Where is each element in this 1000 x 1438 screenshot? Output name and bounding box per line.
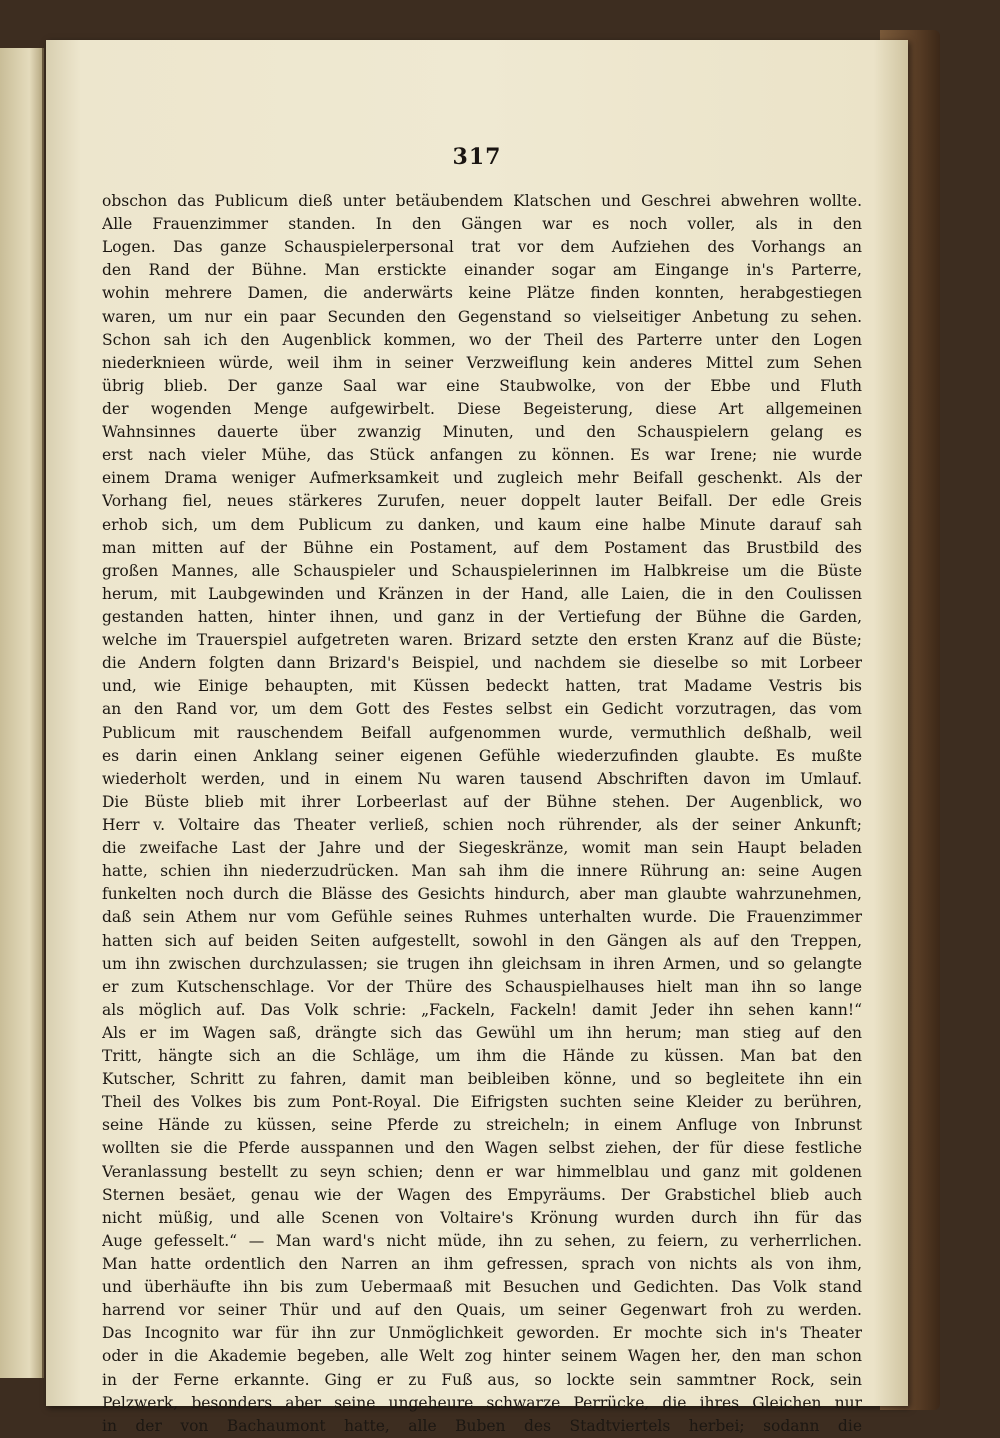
text-line: harrend vor seiner Thür und auf den Quais, um seiner Gegenwart froh zu werden. xyxy=(102,1301,862,1320)
text-line: Das Incognito war für ihn zur Unmöglichkeit geworden. Er mochte sich in's Theater xyxy=(102,1324,862,1343)
text-line: Pelzwerk, besonders aber seine ungeheure schwarze Perrücke, die ihres Gleichen nur xyxy=(102,1393,862,1412)
text-line: Veranlassung bestellt zu seyn schien; denn er war himmelblau und ganz mit goldenen xyxy=(102,1162,862,1181)
text-line: erst nach vieler Mühe, das Stück anfangen zu können. Es war Irene; nie wurde xyxy=(102,446,862,465)
text-line: wollten sie die Pferde ausspannen und den Wagen selbst ziehen, der für diese festliche xyxy=(102,1139,862,1158)
text-line: Wahnsinnes dauerte über zwanzig Minuten, und den Schauspielern gelang es xyxy=(102,423,862,442)
text-line: und, wie Einige behaupten, mit Küssen bedeckt hatten, trat Madame Vestris bis xyxy=(102,677,862,696)
text-line: Logen. Das ganze Schauspielerpersonal trat vor dem Aufziehen des Vorhangs an xyxy=(102,238,862,257)
text-line: um ihn zwischen durchzulassen; sie trugen ihn gleichsam in ihren Armen, und so gelangte xyxy=(102,954,862,973)
text-line: nicht müßig, und alle Scenen von Voltaire's Krönung wurden durch ihn für das xyxy=(102,1208,862,1227)
page-number: 317 xyxy=(452,144,502,170)
text-line: man mitten auf der Bühne ein Postament, auf dem Postament das Brustbild des xyxy=(102,538,862,557)
text-line: Die Büste blieb mit ihrer Lorbeerlast auf der Bühne stehen. Der Augenblick, wo xyxy=(102,792,862,811)
text-line: daß sein Athem nur vom Gefühle seines Ruhmes unterhalten wurde. Die Frauenzimmer xyxy=(102,908,862,927)
text-line: der wogenden Menge aufgewirbelt. Diese Begeisterung, diese Art allgemeinen xyxy=(102,399,862,418)
text-line: niederknieen würde, weil ihm in seiner Verzweiflung kein anderes Mittel zum Sehen xyxy=(102,353,862,372)
text-line: in der Ferne erkannte. Ging er zu Fuß aus, so lockte sein sammtner Rock, sein xyxy=(102,1370,862,1389)
body-text xyxy=(102,190,862,1438)
text-line: Schon sah ich den Augenblick kommen, wo der Theil des Parterre unter den Logen xyxy=(102,330,862,349)
text-line: wohin mehrere Damen, die anderwärts keine Plätze finden konnten, herabgestiegen xyxy=(102,284,862,303)
text-line: seine Hände zu küssen, seine Pferde zu streicheln; in einem Anfluge von Inbrunst xyxy=(102,1116,862,1135)
text-line: übrig blieb. Der ganze Saal war eine Staubwolke, von der Ebbe und Fluth xyxy=(102,376,862,395)
text-line: herum, mit Laubgewinden und Kränzen in der Hand, alle Laien, die in den Coulissen xyxy=(102,584,862,603)
text-line: oder in die Akademie begeben, alle Welt zog hinter seinem Wagen her, den man schon xyxy=(102,1347,862,1366)
text-line: in der von Bachaumont hatte, alle Buben des Stadtviertels herbei; sodann die xyxy=(102,1416,862,1435)
text-line: wiederholt werden, und in einem Nu waren tausend Abschriften davon im Umlauf. xyxy=(102,769,862,788)
text-line: Sternen besäet, genau wie der Wagen des Empyräums. Der Grabstichel blieb auch xyxy=(102,1185,862,1204)
text-line: Vorhang fiel, neues stärkeres Zurufen, neuer doppelt lauter Beifall. Der edle Greis xyxy=(102,492,862,511)
text-line: Als er im Wagen saß, drängte sich das Gewühl um ihn herum; man stieg auf den xyxy=(102,1023,862,1042)
text-line: großen Mannes, alle Schauspieler und Schauspielerinnen im Halbkreise um die Büste xyxy=(102,561,862,580)
text-line: welche im Trauerspiel aufgetreten waren. Brizard setzte den ersten Kranz auf die Büste; xyxy=(102,631,862,650)
text-line: Publicum mit rauschendem Beifall aufgenommen wurde, vermuthlich deßhalb, weil xyxy=(102,723,862,742)
text-line: es darin einen Anklang seiner eigenen Gefühle wiederzufinden glaubte. Es mußte xyxy=(102,746,862,765)
text-line: an den Rand vor, um dem Gott des Festes selbst ein Gedicht vorzutragen, das vom xyxy=(102,700,862,719)
text-line: den Rand der Bühne. Man erstickte einander sogar am Eingange in's Parterre, xyxy=(102,261,862,280)
text-line: waren, um nur ein paar Secunden den Gegenstand so vielseitiger Anbetung zu sehen. xyxy=(102,307,862,326)
text-line: und überhäufte ihn bis zum Uebermaaß mit Besuchen und Gedichten. Das Volk stand xyxy=(102,1278,862,1297)
text-line: funkelten noch durch die Blässe des Gesichts hindurch, aber man glaubte wahrzunehmen, xyxy=(102,885,862,904)
text-line: einem Drama weniger Aufmerksamkeit und zugleich mehr Beifall geschenkt. Als der xyxy=(102,469,862,488)
book-page xyxy=(46,40,908,1435)
text-line: als möglich auf. Das Volk schrie: „Fackeln, Fackeln! damit Jeder ihn sehen kann!“ xyxy=(102,1000,862,1019)
text-line: hatte, schien ihn niederzudrücken. Man sah ihm die innere Rührung an: seine Augen xyxy=(102,862,862,881)
text-line: Alle Frauenzimmer standen. In den Gängen war es noch voller, als in den xyxy=(102,215,862,234)
text-line: Kutscher, Schritt zu fahren, damit man beibleiben könne, und so begleitete ihn ein xyxy=(102,1070,862,1089)
text-line: hatten sich auf beiden Seiten aufgestellt, sowohl in den Gängen als auf den Treppen, xyxy=(102,931,862,950)
facing-page-edge xyxy=(0,48,44,1378)
text-line: Theil des Volkes bis zum Pont-Royal. Die Eifrigsten suchten seine Kleider zu berühren, xyxy=(102,1093,862,1112)
text-line: Tritt, hängte sich an die Schläge, um ihm die Hände zu küssen. Man bat den xyxy=(102,1047,862,1066)
text-line: Herr v. Voltaire das Theater verließ, schien noch rührender, als der seiner Ankunft; xyxy=(102,815,862,834)
text-line: Man hatte ordentlich den Narren an ihm gefressen, sprach von nichts als von ihm, xyxy=(102,1255,862,1274)
text-line: Auge gefesselt.“ — Man ward's nicht müde, ihn zu sehen, zu feiern, zu verherrlichen. xyxy=(102,1231,862,1250)
text-line: erhob sich, um dem Publicum zu danken, und kaum eine halbe Minute darauf sah xyxy=(102,515,862,534)
text-line: gestanden hatten, hinter ihnen, und ganz in der Vertiefung der Bühne die Garden, xyxy=(102,607,862,626)
text-line: die Andern folgten dann Brizard's Beispiel, und nachdem sie dieselbe so mit Lorbeer xyxy=(102,654,862,673)
text-line: die zweifache Last der Jahre und der Siegeskränze, womit man sein Haupt beladen xyxy=(102,839,862,858)
text-line: obschon das Publicum dieß unter betäubendem Klatschen und Geschrei abwehren wollte. xyxy=(102,192,862,210)
text-line: er zum Kutschenschlage. Vor der Thüre des Schauspielhauses hielt man ihn so lange xyxy=(102,977,862,996)
